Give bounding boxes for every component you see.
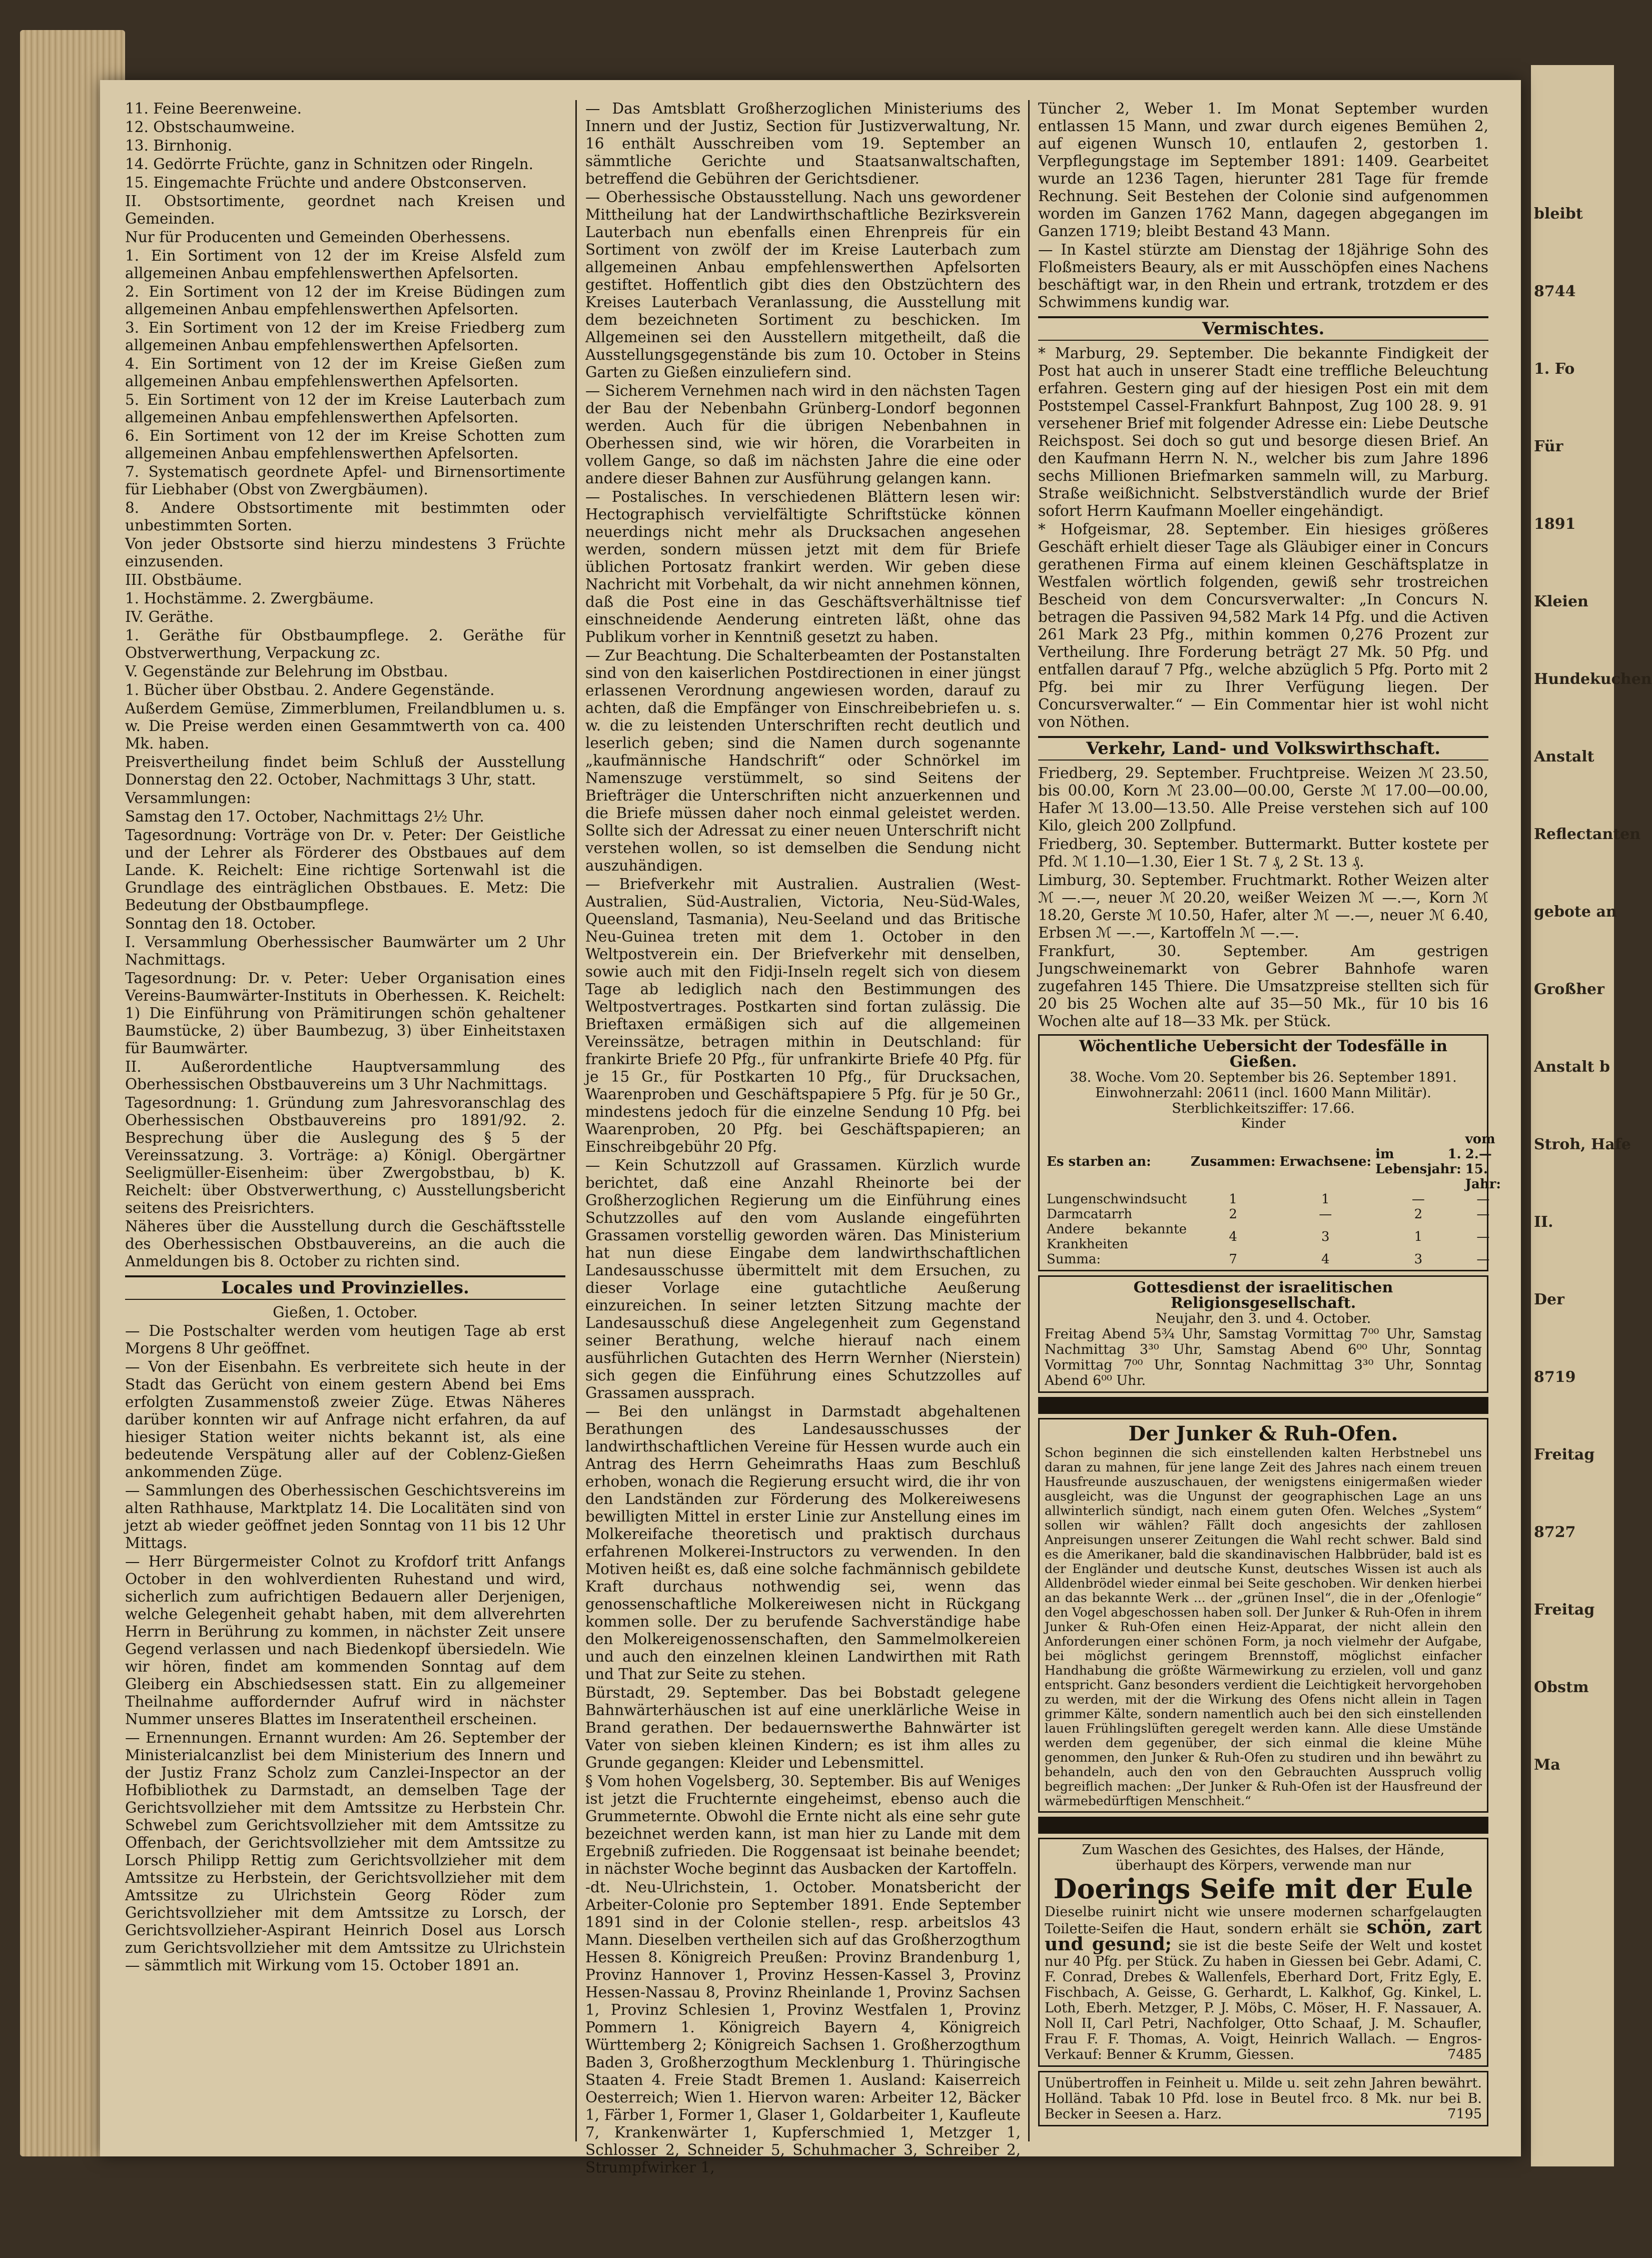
section-heading-locales: Locales und Provinzielles. [125, 1275, 565, 1300]
table-cell: — [1411, 1192, 1425, 1207]
gottesdienst-line-1: Neujahr, den 3. und 4. October. [1155, 1311, 1371, 1326]
section-heading-vermischtes: Vermischtes. [1038, 316, 1488, 341]
list-item: Tagesordnung: Vorträge von Dr. v. Peter: Der Geistliche und der Lehrer als Förderer des Obstbaues auf dem Lande. K. Reichelt: Eine richtige Sortenwahl ist die Grundlage des einträglichen Obstbaues. E. Metz: Die Bedeutung der Obstbaumpflege. [125, 827, 565, 914]
list-item: 1. Hochstämme. 2. Zwergbäume. [125, 590, 374, 607]
gottesdienst-box [1038, 1275, 1488, 1393]
facing-page-text: Für [1534, 438, 1563, 455]
doering-claim: schön, zart und gesund; [1045, 1917, 1482, 1955]
market-report: Limburg, 30. September. Fruchtmarkt. Rother Weizen alter ℳ —.—, neuer ℳ 20.20, weißer Weizen ℳ —.—, Korn ℳ 18.20, Gerste ℳ 10.50, Hafer, alter ℳ —.—, neuer ℳ 6.40, Erbsen ℳ —.—, Kartoffeln ℳ —.—. [1038, 872, 1488, 941]
list-item: IV. Geräthe. [125, 608, 214, 625]
list-item: II. Obstsortimente, geordnet nach Kreisen und Gemeinden. [125, 193, 565, 227]
table-cell: 4 [1321, 1252, 1330, 1267]
list-item: Tagesordnung: Dr. v. Peter: Ueber Organisation eines Vereins-Baumwärter-Instituts in Oberhessen. K. Reichelt: 1) Die Einführung von Prämitirungen schön gehaltener Baumstücke, 2) über Baumbezug, 3) über Einheitstaxen für Baumwärter. [125, 970, 565, 1057]
table-row [1045, 1252, 1503, 1267]
exhibition-list [125, 100, 565, 1270]
table-cell: 1 [1321, 1192, 1330, 1207]
junker-heading: Der Junker & Ruh-Ofen. [1128, 1422, 1398, 1445]
middle-articles [585, 100, 1021, 2176]
facing-page-text: 8719 [1534, 1368, 1576, 1386]
table-cell: 2 [1229, 1207, 1237, 1222]
vermischtes-articles [1038, 345, 1488, 731]
list-item: 7. Systematisch geordnete Apfel- und Birnensortimente für Liebhaber (Obst von Zwergbäumen). [125, 463, 565, 498]
facing-page-text: Anstalt b [1534, 1058, 1610, 1076]
junker-text: Schon beginnen die sich einstellenden kalten Herbstnebel uns daran zu mahnen, für jene lange Zeit des Jahres nach einem treuen Hausfreunde auszuschauen, der wenigstens einigermaßen wieder ausgleicht, was die Ungunst der geographischen Lage an uns allwinterlich sündigt, nach einem guten Ofen. Welches „System“ sollen wir wählen? Fällt doch angesichts der zahllosen Anpreisungen unserer Zeitungen die Wahl recht schwer. Bald sind es die Amerikaner, bald die skandinavischen Halbbrüder, bald ist es der Engländer und deutsche Kunst, deutsches Wissen ist auch als Alldenbrödel wieder einmal bei Seite geschoben. Wir denken hierbei an das bekannte Werk ... der „grünen Insel“, die in der „Ofenlogie“ den Vogel abgeschossen haben soll. Der Junker & Ruh-Ofen in ihrem Junker & Ruh-Ofen einen Heiz-Apparat, der nicht allein den Anforderungen einer schönen Form, ja noch vielmehr der Aufgabe, bei möglichst geringem Brennstoff, möglichst einfacher Handhabung die größte Wärmewirkung zu erzielen, voll und ganz entspricht. Ganz besonders verdient die Leichtigkeit hervorgehoben zu werden, mit der die Wirkung des Ofens nicht allein in Tagen grimmer Kälte, sondern namentlich auch bei den sich einstellenden lauen Frühlingslüften geregelt werden kann. Alle diese Umstände werden dem gegenüber, der sich einmal die kleine Mühe genommen, den Junker & Ruh-Ofen zu studiren und ihn bewährt zu behandeln, auch den von den Gebrauchten Ausspruch vollig begreiflich machen: „Der Junker & Ruh-Ofen ist der Hausfreund der wärmebedürftigen Menschheit.“ [1045, 1445, 1482, 1808]
gottesdienst-heading: Gottesdienst der israelitischen Religionsgesellschaft. [1133, 1279, 1393, 1312]
doering-soap-ad [1038, 1838, 1488, 2067]
facing-page-text: 8727 [1534, 1524, 1576, 1541]
table-cell: Summa: [1047, 1252, 1101, 1267]
table-cell: 3 [1414, 1252, 1423, 1267]
article-paragraph: — Zur Beachtung. Die Schalterbeamten der Postanstalten sind von den kaiserlichen Postdirectionen in einer jüngst erlassenen Verordnung angewiesen worden, darauf zu achten, daß die Empfänger von Einschreibebriefen u. s. w. die zu leistenden Unterschriften recht deutlich und leserlich geben; sind die Namen durch sogenannte „kaufmännische Handschrift“ oder Schnörkel im Namenszuge verstümmelt, so sind Seitens der Briefträger die Unterschriften nicht anzuerkennen und die Briefe müssen daher noch einmal geleistet werden. Sollte sich der Adressat zu einer neuen Unterschrift nicht verstehen wollen, so ist demselben die Sendung nicht auszuhändigen. [585, 647, 1021, 874]
facing-page-text: Ma [1534, 1756, 1560, 1774]
deaths-group-header: Kinder [1241, 1116, 1286, 1131]
list-item: 1. Bücher über Obstbau. 2. Andere Gegenstände. [125, 681, 495, 698]
facing-page-text: gebote an [1534, 903, 1617, 921]
market-report: Friedberg, 29. September. Fruchtpreise. Weizen ℳ 23.50, bis 00.00, Korn ℳ 23.00—00.00, Gerste ℳ 17.00—00.00, Hafer ℳ 13.00—13.50. Alle Preise verstehen sich auf 100 Kilo, gleich 200 Zollpfund. [1038, 765, 1488, 834]
table-cell: 7 [1229, 1252, 1237, 1267]
list-item: 6. Ein Sortiment von 12 der im Kreise Schotten zum allgemeinen Anbau empfehlenswerthen Apfelsorten. [125, 427, 565, 462]
article-paragraph: — Ernennungen. Ernannt wurden: Am 26. September der Ministerialcanzlist bei dem Ministerium des Innern und der Justiz Franz Scholz zum Canzlei-Inspector an der Hofbibliothek zu Darmstadt, an demselben Tage der Gerichtsvollzieher mit dem Amtssitze zu Herbstein Chr. Schwebel zum Gerichtsvollzieher mit dem Amtssitze zu Offenbach, der Gerichtsvollzieher mit dem Amtssitze zu Lorsch Philipp Rettig zum Gerichtsvollzieher mit dem Amtssitze zu Herbstein, der Gerichtsvollzieher mit dem Amtssitze zu Ulrichstein Georg Röder zum Gerichtsvollzieher mit dem Amtssitze zu Lorsch, der Gerichtsvollzieher-Aspirant Heinrich Dosel aus Lorsch zum Gerichtsvollzieher mit dem Amtssitze zu Ulrichstein — sämmtlich mit Wirkung vom 15. October 1891 an. [125, 1729, 565, 1974]
list-item: 12. Obstschaumweine. [125, 119, 295, 136]
doering-title: Doerings Seife mit der Eule [1053, 1873, 1473, 1905]
list-item: 11. Feine Beerenweine. [125, 100, 302, 117]
facing-page-text: Der [1534, 1291, 1564, 1308]
doering-text [1045, 1904, 1482, 2062]
list-item: Preisvertheilung findet beim Schluß der Ausstellung Donnerstag den 22. October, Nachmittags 3 Uhr, statt. [125, 754, 565, 788]
article-paragraph: — In Kastel stürzte am Dienstag der 18jährige Sohn des Floßmeisters Beaury, als er mit Ausschöpfen eines Nachens beschäftigt war, in den Rhein und ertrank, trotzdem er des Schwimmens kundig war. [1038, 241, 1488, 311]
article-paragraph: * Hofgeismar, 28. September. Ein hiesiges größeres Geschäft erhielt dieser Tage als Gläubiger einer in Concurs gerathenen Firma auf einem kleinen Geschäftsplatze in Westfalen wörtlich folgenden, gewiß sehr trostreichen Bescheid von dem Concursverwalter: „In Concurs N. betragen die Passiven 94,582 Mark 14 Pfg. und die Activen 261 Mark 23 Pfg., mithin kommen 0,276 Prozent zur Vertheilung. Ihre Forderung beträgt 27 Mk. 50 Pfg. und entfallen darauf 7 Pfg., welche abzüglich 5 Pfg. Porto mit 2 Pfg. bei mir zu Ihrer Verfügung liegen. Der Concursverwalter.“ — Ein Commentar hier ist wohl nicht von Nöthen. [1038, 521, 1488, 730]
list-item: III. Obstbäume. [125, 571, 243, 588]
table-cell: — [1476, 1252, 1490, 1267]
article-paragraph: — Sicherem Vernehmen nach wird in den nächsten Tagen der Bau der Nebenbahn Grünberg-Londorf begonnen werden. Auch für die übrigen Nebenbahnen in Oberhessen sind, wie wir hören, die Vorarbeiten in vollem Gange, so daß im nächsten Jahre die eine oder andere dieser Bahnen zur Ausführung gelangen kann. [585, 382, 1021, 487]
table-cell: 2 [1414, 1207, 1423, 1222]
tabak-text: Unübertroffen in Feinheit u. Milde u. seit zehn Jahren bewährt. Holländ. Tabak 10 Pfd. lose in Beutel frco. 8 Mk. nur bei B. Becker in Seesen a. Harz. [1045, 2075, 1482, 2122]
table-cell: Darmcatarrh [1047, 1207, 1133, 1222]
black-rule [1038, 1817, 1488, 1834]
deaths-table [1045, 1132, 1503, 1267]
black-rule [1038, 1397, 1488, 1414]
article-paragraph: — Kein Schutzzoll auf Grassamen. Kürzlich wurde berichtet, daß eine Anzahl Rheinorte bei der Großherzoglichen Regierung um die Einführung eines Schutzzolles auf den vom Auslande eingeführten Grassamen vorstellig geworden wären. Das Ministerium hat nun diese Eingabe dem landwirthschaftlichen Landesausschusse übermittelt mit dem Ersuchen, zu dieser Vorlage eine gutachtliche Aeußerung einzureichen. In seiner letzten Sitzung machte der Landesausschuß diese Angelegenheit zum Gegenstand seiner Berathung, welche hierauf nach einem ausführlichen Gutachten des Herrn Wernher (Nierstein) sich gegen die Einführung eines Schutzzolles auf Grassamen aussprach. [585, 1157, 1021, 1401]
article-paragraph: — Von der Eisenbahn. Es verbreitete sich heute in der Stadt das Gerücht von einem gestern Abend bei Ems erfolgten Zusammenstoß zweier Züge. Etwas Näheres darüber konnten wir auf Anfrage nicht erfahren, da auf hiesiger Station weiter nichts bekannt ist, als eine bedeutende Verspätung aller auf der Coblenz-Gießen ankommenden Züge. [125, 1358, 565, 1480]
table-row [1045, 1207, 1503, 1222]
deaths-heading: Wöchentliche Uebersicht der Todesfälle in Gießen. [1079, 1037, 1448, 1071]
article-paragraph: — Sammlungen des Oberhessischen Geschichtsvereins im alten Rathhause, Marktplatz 14. Die Localitäten sind von jetzt ab wieder geöffnet jeden Sonntag von 11 bis 12 Uhr Mittags. [125, 1482, 565, 1552]
facing-page-text: Hundekuchen [1534, 670, 1652, 688]
market-report: Frankfurt, 30. September. Am gestrigen Jungschweinemarkt von Gebrer Bahnhofe waren zugefahren 145 Thiere. Die Umsatzpreise stellten sich für 20 bis 25 Wochen alte auf 35—50 Mk., für 10 bis 16 Wochen alte auf 18—33 Mk. per Stück. [1038, 943, 1488, 1030]
facing-page-fragment [1531, 65, 1652, 2166]
article-paragraph: — Briefverkehr mit Australien. Australien (West-Australien, Süd-Australien, Victoria, Neu-Süd-Wales, Queensland, Tasmania), Neu-Seeland und das Britische Neu-Guinea treten mit dem 1. October in den Weltpostverein ein. Der Briefverkehr mit denselben, sowie auch mit den Fidji-Inseln regelt sich von diesem Tage ab lediglich nach den Bestimmungen des Weltpostvertrages. Postkarten sind fortan zulässig. Die Brieftaxen ermäßigen sich auf die allgemeinen Vereinssätze, betragen mithin in Deutschland: für frankirte Briefe 20 Pfg., für unfrankirte Briefe 40 Pfg. für je 15 Gr., für Postkarten 10 Pfg., für Drucksachen, Waarenproben und Geschäftspapiere 5 Pfg. für je 50 Gr., mindestens jedoch für die einzelne Sendung 10 Pfg. bei Waarenproben, 20 Pfg. bei Geschäftspapieren; an Einschreibgebühr 20 Pfg. [585, 876, 1021, 1155]
dateline: Gießen, 1. October. [273, 1304, 418, 1321]
facing-page-text: 8744 [1534, 283, 1576, 300]
list-item: II. Außerordentliche Hauptversammlung des Oberhessischen Obstbauvereins um 3 Uhr Nachmittags. [125, 1058, 565, 1093]
facing-page-text: Reflectanten [1534, 826, 1641, 843]
column-divider [1028, 100, 1030, 2141]
deaths-rate: Sterblichkeitsziffer: 17.66. [1172, 1101, 1355, 1116]
table-header-cell: vom 2.—15. Jahr: [1465, 1132, 1501, 1192]
list-item: 4. Ein Sortiment von 12 der im Kreise Gießen zum allgemeinen Anbau empfehlenswerthen Apfelsorten. [125, 355, 565, 390]
article-paragraph: § Vom hohen Vogelsberg, 30. September. Bis auf Weniges ist jetzt die Fruchternte eingeheimst, ebenso auch die Grummeternte. Obwohl die Ernte nicht als eine sehr gute bezeichnet werden kann, ist man hier zu Lande mit dem Ergebniß zufrieden. Die Roggensaat ist beinahe beendet; in nächster Woche beginnt das Ausbacken der Kartoffeln. [585, 1773, 1021, 1877]
article-paragraph: -dt. Neu-Ulrichstein, 1. October. Monatsbericht der Arbeiter-Colonie pro September 1891. Ende September 1891 sind in der Colonie stellen-, resp. arbeitslos 43 Mann. Dieselben vertheilen sich auf das Großherzogthum Hessen 8. Königreich Preußen: Provinz Brandenburg 1, Provinz Hannover 1, Provinz Hessen-Kassel 3, Provinz Hessen-Nassau 8, Provinz Rheinlande 1, Provinz Sachsen 1, Provinz Schlesien 1, Provinz Westfalen 1, Provinz Pommern 1. Königreich Bayern 4, Königreich Württemberg 2; Königreich Sachsen 1. Großherzogthum Baden 3, Großherzogthum Mecklenburg 1. Thüringische Staaten 4. Freie Stadt Bremen 1. Ausland: Kaiserreich Oesterreich; Wien 1. Hiervon waren: Arbeiter 12, Bäcker 1, Färber 1, Former 1, Glaser 1, Goldarbeiter 1, Kaufleute 7, Krankenwärter 1, Kupferschmied 1, Metzger 1, Schlosser 2, Schneider 5, Schuhmacher 3, Schreiber 2, Strumpfwirker 1, [585, 1879, 1021, 2176]
list-item: Versammlungen: [125, 790, 251, 807]
article-paragraph: — Herr Bürgermeister Colnot zu Krofdorf tritt Anfangs October in den wohlverdienten Ruhestand und wird, sicherlich zum aufrichtigen Bedauern aller Derjenigen, welche Gelegenheit gehabt haben, mit dem allverehrten Herrn in Berührung zu kommen, in nächster Zeit unsere Gegend verlassen und nach Biedenkopf übersiedeln. Wie wir hören, findet am kommenden Sonntag auf dem Gleiberg ein Abschiedsessen statt. Ein zu allgemeiner Theilnahme auffordernder Aufruf wird in nächster Nummer unseres Blattes im Inseratentheil erscheinen. [125, 1553, 565, 1728]
list-item: 5. Ein Sortiment von 12 der im Kreise Lauterbach zum allgemeinen Anbau empfehlenswerthen Apfelsorten. [125, 391, 565, 426]
list-item: Samstag den 17. October, Nachmittags 2½ Uhr. [125, 808, 484, 825]
list-item: Von jeder Obstsorte sind hierzu mindestens 3 Früchte einzusenden. [125, 535, 565, 570]
article-paragraph: — Bei den unlängst in Darmstadt abgehaltenen Berathungen des Landesausschusses der landwirthschaftlichen Vereine für Hessen wurde auch ein Antrag des Herrn Geheimraths Haas zum Beschluß erhoben, wonach die Regierung ersucht wird, die ihr von den Landständen zur Förderung des Molkereiwesens bewilligten Mittel in erster Linie zur Anstellung eines im Molkereifache theoretisch und praktisch durchaus erfahrenen Molkerei-Instructors zu verwenden. In den Motiven heißt es, daß eine solche fachmännisch gebildete Kraft durchaus nothwendig sei, wenn das genossenschaftliche Molkereiwesen nicht in Rückgang kommen solle. Der zu berufende Sachverständige habe den Molkereigenossenschaften, den Sammelmolkereien und auch den einzelnen kleinen Landwirthen mit Rath und That zur Seite zu stehen. [585, 1403, 1021, 1683]
deaths-population: Einwohnerzahl: 20611 (incl. 1600 Mann Militär). [1095, 1085, 1431, 1101]
gottesdienst-line-2: Freitag Abend 5¾ Uhr, Samstag Vormittag 7⁰⁰ Uhr, Samstag Nachmittag 3³⁰ Uhr, Samstag Abend 6⁰⁰ Uhr, Sonntag Vormittag 7⁰⁰ Uhr, Sonntag Nachmittag 3³⁰ Uhr, Sonntag Abend 6⁰⁰ Uhr. [1045, 1326, 1482, 1388]
facing-page-text: Großher [1534, 981, 1604, 998]
tabak-ad-number: 7195 [1447, 2106, 1482, 2122]
table-cell: — [1319, 1207, 1332, 1222]
list-item: Nur für Producenten und Gemeinden Oberhessens. [125, 229, 511, 246]
table-header-cell: Es starben an: [1047, 1154, 1151, 1169]
facing-page-text: Obstm [1534, 1679, 1589, 1696]
market-reports [1038, 765, 1488, 1030]
facing-page-text: Freitag [1534, 1446, 1595, 1463]
table-cell: 4 [1229, 1229, 1237, 1244]
market-report: Friedberg, 30. September. Buttermarkt. Butter kostete per Pfd. ℳ 1.10—1.30, Eier 1 St. 7 ₰, 2 St. 13 ₰. [1038, 836, 1488, 870]
doering-text-1: Dieselbe ruinirt nicht wie unsere modernen scharfgelaugten Toilette-Seifen die Haut, sondern erhält sie [1045, 1904, 1482, 1937]
table-header-cell: Erwachsene: [1279, 1154, 1372, 1169]
facing-page-text: Anstalt [1534, 748, 1594, 766]
table-row [1045, 1222, 1503, 1252]
list-item: Sonntag den 18. October. [125, 915, 316, 932]
colonie-report-continued [1038, 100, 1488, 311]
middle-column [585, 100, 1021, 2176]
table-header-cell: im 1. Lebensjahr: [1375, 1147, 1461, 1177]
list-item: 3. Ein Sortiment von 12 der im Kreise Friedberg zum allgemeinen Anbau empfehlenswerthen Apfelsorten. [125, 319, 565, 354]
table-cell: Andere bekannte Krankheiten [1047, 1222, 1187, 1252]
article-paragraph: — Die Postschalter werden vom heutigen Tage ab erst Morgens 8 Uhr geöffnet. [125, 1322, 565, 1357]
article-paragraph: — Das Amtsblatt Großherzoglichen Ministeriums des Innern und der Justiz, Section für Justizverwaltung, Nr. 16 enthält Ausschreiben vom 19. September an sämmtliche Gerichte und Staatsanwaltschaften, betreffend die Gebühren der Gerichtsdiener. [585, 100, 1021, 187]
facing-page-text: bleibt [1534, 205, 1583, 223]
article-paragraph: — Postalisches. In verschiedenen Blättern lesen wir: Hectographisch vervielfältigte Schriftstücke können neuerdings nicht mehr als Drucksachen angesehen werden, sondern müssen jetzt mit dem für Briefe üblichen Portosatz frankirt werden. Wir geben diese Nachricht mit Vorbehalt, da wir nicht annehmen können, daß die Post eine in das Geschäftsverhältnisse tief einschneidende Aenderung eintreten läßt, ohne das Publikum vorher in Kenntniß gesetzt zu haben. [585, 488, 1021, 645]
doering-ad-number: 7485 [1447, 2047, 1482, 2062]
list-item: Näheres über die Ausstellung durch die Geschäftsstelle des Oberhessischen Obstbauvereins, an die auch die Anmeldungen bis 8. October zu richten sind. [125, 1218, 565, 1270]
facing-page-text: Kleien [1534, 593, 1588, 610]
tabak-ad [1038, 2071, 1488, 2126]
facing-page-text: Stroh, Hafe [1534, 1136, 1631, 1153]
article-paragraph: Bürstadt, 29. September. Das bei Bobstadt gelegene Bahnwärterhäuschen ist auf eine unerklärliche Weise in Brand gerathen. Der bedauernswerthe Bahnwärter ist Vater von sieben kleinen Kindern; es ist ihm alles zu Grunde gegangen: Kleider und Lebensmittel. [585, 1684, 1021, 1771]
article-paragraph: Tüncher 2, Weber 1. Im Monat September wurden entlassen 15 Mann, und zwar durch eigenes Bemühen 2, auf eigenen Wunsch 10, entlaufen 2, gestorben 1. Verpflegungstage im September 1891: 1409. Gearbeitet wurde an 1236 Tagen, hierunter 281 Tage für fremde Rechnung. Seit Bestehen der Colonie sind aufgenommen worden im Ganzen 1762 Mann, dagegen abgegangen im Ganzen 1719; bleibt Bestand 43 Mann. [1038, 100, 1488, 240]
junker-ofen-ad [1038, 1418, 1488, 1813]
section-heading-verkehr: Verkehr, Land- und Volkswirthschaft. [1038, 736, 1488, 761]
table-cell: — [1476, 1192, 1490, 1207]
list-item: 13. Birnhonig. [125, 137, 232, 154]
locales-articles [125, 1322, 565, 1974]
list-item: 2. Ein Sortiment von 12 der im Kreise Büdingen zum allgemeinen Anbau empfehlenswerthen Apfelsorten. [125, 283, 565, 318]
list-item: 15. Eingemachte Früchte und andere Obstconserven. [125, 174, 527, 191]
table-row [1045, 1192, 1503, 1207]
deaths-overview-box [1038, 1034, 1501, 1271]
article-paragraph: * Marburg, 29. September. Die bekannte Findigkeit der Post hat auch in unserer Stadt eine treffliche Beleuchtung erfahren. Gestern ging auf der hiesigen Post ein mit dem Poststempel Cassel-Frankfurt Bahnpost, Zug 100 28. 9. 91 versehener Brief mit folgender Adresse ein: Liebe Deutsche Reichspost. Sei doch so gut und besorge diesen Brief. An den Kaufmann Herrn N. N., welcher bis zum Jahre 1896 sechs Millionen Briefmarken sammeln will, zu Marburg. Straße weißichnicht. Selbstverständlich wurde der Brief sofort Herrn Kaufmann Moeller eingehändigt. [1038, 345, 1488, 519]
table-header-cell: Zusammen: [1190, 1154, 1276, 1169]
list-item: 1. Ein Sortiment von 12 der im Kreise Alsfeld zum allgemeinen Anbau empfehlenswerthen Apfelsorten. [125, 247, 565, 282]
article-paragraph: — Oberhessische Obstausstellung. Nach uns gewordener Mittheilung hat der Landwirthschaftliche Bezirksverein Lauterbach nun ebenfalls einen Ehrenpreis für ein Sortiment von zwölf der im Kreise Lauterbach zum allgemeinen Anbau empfehlenswerthen Apfelsorten gestiftet. Hoffentlich gibt dies den Obstzüchtern des Kreises Lauterbach Veranlassung, die Ausstellung mit dem bezeichneten Sortiment zu beschicken. Im Allgemeinen sei den Ausstellern mitgetheilt, daß die Ausstellungsgegenstände bis zum 10. October in Steins Garten zu Gießen einzuliefern sind. [585, 189, 1021, 381]
list-item: 14. Gedörrte Früchte, ganz in Schnitzen oder Ringeln. [125, 156, 533, 173]
list-item: V. Gegenstände zur Belehrung im Obstbau. [125, 663, 448, 680]
deaths-intro: 38. Woche. Vom 20. September bis 26. September 1891. [1070, 1070, 1457, 1085]
facing-page-text: II. [1534, 1213, 1553, 1231]
table-cell: 1 [1414, 1229, 1423, 1244]
table-cell: — [1476, 1207, 1490, 1222]
list-item: Außerdem Gemüse, Zimmerblumen, Freilandblumen u. s. w. Die Preise werden einen Gesammtwerth von ca. 400 Mk. haben. [125, 700, 565, 752]
left-column [125, 100, 565, 2146]
list-item: 1. Geräthe für Obstbaumpflege. 2. Geräthe für Obstverwerthung, Verpackung zc. [125, 627, 565, 661]
table-cell: — [1476, 1229, 1490, 1244]
right-column [1038, 100, 1501, 2146]
list-item: 8. Andere Obstsortimente mit bestimmten oder unbestimmten Sorten. [125, 499, 565, 534]
list-item: Tagesordnung: 1. Gründung zum Jahresvoranschlag des Oberhessischen Obstbauvereins pro 1891/92. 2. Besprechung über die Auslegung des § 5 der Vereinssatzung. 3. Vorträge: a) Königl. Obergärtner Seeligmüller-Eisenheim: über Zwergobstbau, b) K. Reichelt: über Obstverwerthung, c) Ausstellungsbericht seitens des Preisrichters. [125, 1094, 565, 1216]
column-divider [575, 100, 577, 2141]
table-cell: 3 [1321, 1229, 1330, 1244]
table-cell: 1 [1229, 1192, 1237, 1207]
list-item: I. Versammlung Oberhessischer Baumwärter um 2 Uhr Nachmittags. [125, 934, 565, 968]
doering-intro: Zum Waschen des Gesichtes, des Halses, der Hände, überhaupt des Körpers, verwende man nur [1082, 1842, 1445, 1873]
facing-page-text: Freitag [1534, 1601, 1595, 1619]
facing-page-text: 1. Fo [1534, 360, 1575, 378]
table-cell: Lungenschwindsucht [1047, 1192, 1187, 1207]
facing-page-text: 1891 [1534, 515, 1576, 533]
doering-text-2: sie ist die beste Seife der Welt und kostet nur 40 Pfg. per Stück. Zu haben in Giessen bei Gebr. Adami, C. F. Conrad, Drebes & Wallenfels, Eberhard Dort, Fritz Egly, E. Fischbach, A. Geisse, G. Gerhardt, L. Kalkhof, Gg. Kinkel, L. Loth, Eberh. Metzger, P. J. Möbs, C. Möser, H. F. Nassauer, A. Noll II, Carl Petri, Nachfolger, Otto Schaaf, J. M. Schaufler, Frau F. F. Thomas, A. Voigt, Heinrich Wallach. — Engros-Verkauf: Benner & Krumm, Giessen. [1045, 1938, 1482, 2062]
